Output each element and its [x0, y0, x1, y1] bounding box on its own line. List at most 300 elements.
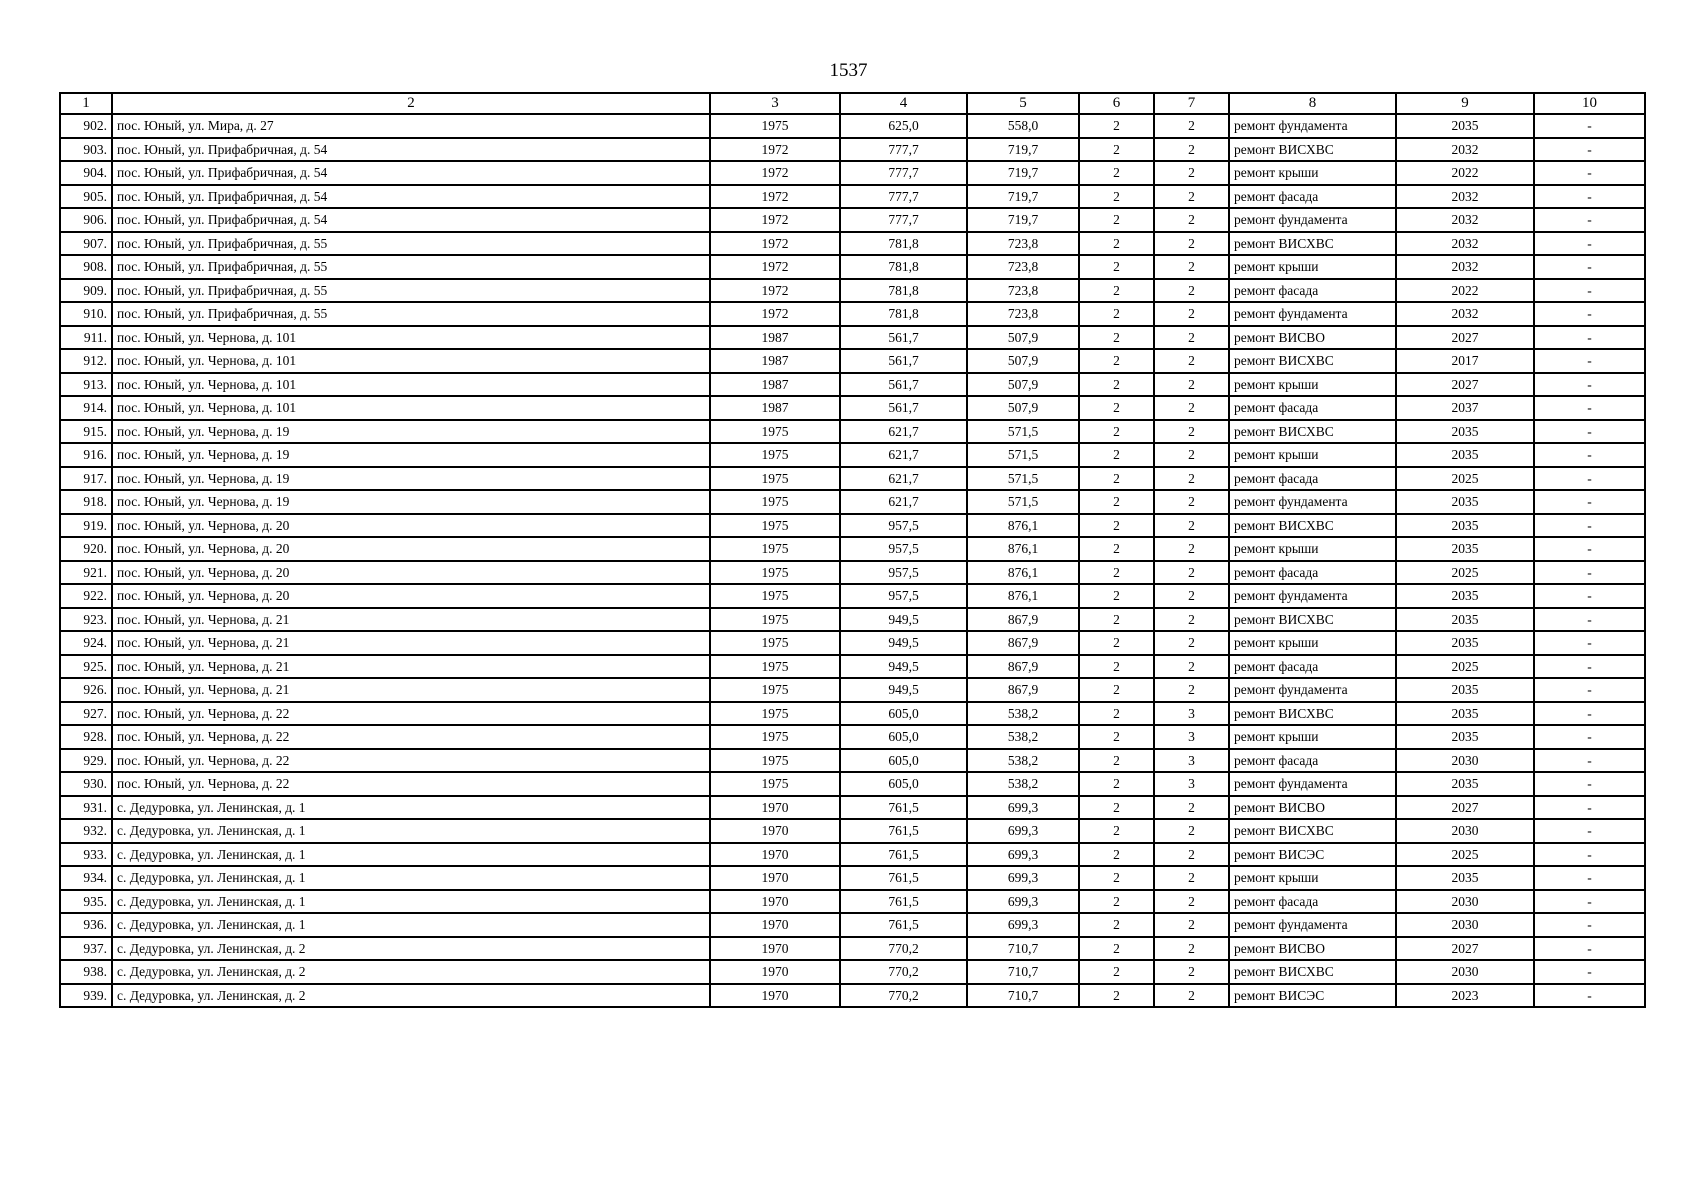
total-area-cell: 770,2 — [840, 960, 967, 984]
address-cell: с. Дедуровка, ул. Ленинская, д. 2 — [112, 960, 710, 984]
row-number-cell: 911. — [60, 326, 112, 350]
repair-type-cell: ремонт фундамента — [1229, 114, 1396, 138]
planned-year-cell: 2030 — [1396, 960, 1534, 984]
living-area-cell: 699,3 — [967, 796, 1079, 820]
total-area-cell: 621,7 — [840, 420, 967, 444]
year-built-cell: 1972 — [710, 255, 840, 279]
total-area-cell: 777,7 — [840, 208, 967, 232]
note-cell: - — [1534, 302, 1645, 326]
year-built-cell: 1975 — [710, 702, 840, 726]
entrances-cell: 2 — [1154, 185, 1229, 209]
table-row — [60, 349, 1645, 373]
year-built-cell: 1975 — [710, 608, 840, 632]
floors-cell: 2 — [1079, 467, 1154, 491]
table-row — [60, 937, 1645, 961]
year-built-cell: 1970 — [710, 866, 840, 890]
repair-type-cell: ремонт фасада — [1229, 890, 1396, 914]
living-area-cell: 723,8 — [967, 279, 1079, 303]
table-row — [60, 608, 1645, 632]
floors-cell: 2 — [1079, 302, 1154, 326]
address-cell: пос. Юный, ул. Чернова, д. 20 — [112, 514, 710, 538]
planned-year-cell: 2030 — [1396, 913, 1534, 937]
total-area-cell: 781,8 — [840, 232, 967, 256]
living-area-cell: 571,5 — [967, 443, 1079, 467]
planned-year-cell: 2035 — [1396, 725, 1534, 749]
total-area-cell: 949,5 — [840, 608, 967, 632]
address-cell: пос. Юный, ул. Прифабричная, д. 54 — [112, 185, 710, 209]
note-cell: - — [1534, 561, 1645, 585]
note-cell: - — [1534, 937, 1645, 961]
address-cell: пос. Юный, ул. Чернова, д. 19 — [112, 443, 710, 467]
address-cell: пос. Юный, ул. Мира, д. 27 — [112, 114, 710, 138]
living-area-cell: 699,3 — [967, 843, 1079, 867]
year-built-cell: 1972 — [710, 161, 840, 185]
floors-cell: 2 — [1079, 796, 1154, 820]
living-area-cell: 507,9 — [967, 396, 1079, 420]
floors-cell: 2 — [1079, 678, 1154, 702]
living-area-cell: 699,3 — [967, 819, 1079, 843]
repair-type-cell: ремонт ВИСХВС — [1229, 514, 1396, 538]
total-area-cell: 777,7 — [840, 161, 967, 185]
floors-cell: 2 — [1079, 373, 1154, 397]
living-area-cell: 710,7 — [967, 984, 1079, 1008]
repair-type-cell: ремонт крыши — [1229, 537, 1396, 561]
total-area-cell: 957,5 — [840, 537, 967, 561]
year-built-cell: 1975 — [710, 114, 840, 138]
year-built-cell: 1975 — [710, 725, 840, 749]
entrances-cell: 2 — [1154, 208, 1229, 232]
living-area-cell: 719,7 — [967, 138, 1079, 162]
total-area-cell: 781,8 — [840, 255, 967, 279]
floors-cell: 2 — [1079, 420, 1154, 444]
entrances-cell: 2 — [1154, 326, 1229, 350]
living-area-cell: 558,0 — [967, 114, 1079, 138]
row-number-cell: 925. — [60, 655, 112, 679]
planned-year-cell: 2035 — [1396, 678, 1534, 702]
address-cell: пос. Юный, ул. Чернова, д. 101 — [112, 349, 710, 373]
note-cell: - — [1534, 420, 1645, 444]
address-cell: пос. Юный, ул. Чернова, д. 101 — [112, 396, 710, 420]
note-cell: - — [1534, 960, 1645, 984]
entrances-cell: 2 — [1154, 443, 1229, 467]
housing-repair-table — [59, 92, 1646, 1008]
floors-cell: 2 — [1079, 890, 1154, 914]
table-row — [60, 537, 1645, 561]
year-built-cell: 1987 — [710, 349, 840, 373]
table-row — [60, 655, 1645, 679]
living-area-cell: 719,7 — [967, 161, 1079, 185]
entrances-cell: 2 — [1154, 138, 1229, 162]
entrances-cell: 2 — [1154, 866, 1229, 890]
repair-type-cell: ремонт ВИСЭС — [1229, 984, 1396, 1008]
floors-cell: 2 — [1079, 913, 1154, 937]
planned-year-cell: 2032 — [1396, 232, 1534, 256]
table-row — [60, 725, 1645, 749]
row-number-cell: 908. — [60, 255, 112, 279]
living-area-cell: 867,9 — [967, 631, 1079, 655]
total-area-cell: 770,2 — [840, 984, 967, 1008]
living-area-cell: 507,9 — [967, 373, 1079, 397]
planned-year-cell: 2035 — [1396, 702, 1534, 726]
column-header: 5 — [967, 93, 1079, 114]
year-built-cell: 1970 — [710, 796, 840, 820]
entrances-cell: 2 — [1154, 796, 1229, 820]
planned-year-cell: 2032 — [1396, 138, 1534, 162]
floors-cell: 2 — [1079, 960, 1154, 984]
repair-type-cell: ремонт фундамента — [1229, 772, 1396, 796]
living-area-cell: 507,9 — [967, 326, 1079, 350]
address-cell: с. Дедуровка, ул. Ленинская, д. 1 — [112, 866, 710, 890]
repair-type-cell: ремонт крыши — [1229, 631, 1396, 655]
repair-type-cell: ремонт ВИСХВС — [1229, 702, 1396, 726]
planned-year-cell: 2035 — [1396, 537, 1534, 561]
row-number-cell: 910. — [60, 302, 112, 326]
total-area-cell: 761,5 — [840, 866, 967, 890]
table-row — [60, 960, 1645, 984]
table-row — [60, 161, 1645, 185]
planned-year-cell: 2027 — [1396, 326, 1534, 350]
year-built-cell: 1987 — [710, 396, 840, 420]
repair-type-cell: ремонт фундамента — [1229, 208, 1396, 232]
address-cell: пос. Юный, ул. Чернова, д. 21 — [112, 678, 710, 702]
entrances-cell: 2 — [1154, 349, 1229, 373]
year-built-cell: 1970 — [710, 890, 840, 914]
living-area-cell: 571,5 — [967, 467, 1079, 491]
repair-type-cell: ремонт фундамента — [1229, 302, 1396, 326]
planned-year-cell: 2017 — [1396, 349, 1534, 373]
living-area-cell: 719,7 — [967, 208, 1079, 232]
floors-cell: 2 — [1079, 396, 1154, 420]
planned-year-cell: 2030 — [1396, 890, 1534, 914]
total-area-cell: 761,5 — [840, 796, 967, 820]
entrances-cell: 2 — [1154, 937, 1229, 961]
row-number-cell: 907. — [60, 232, 112, 256]
repair-type-cell: ремонт ВИСХВС — [1229, 138, 1396, 162]
living-area-cell: 867,9 — [967, 655, 1079, 679]
address-cell: пос. Юный, ул. Чернова, д. 20 — [112, 561, 710, 585]
year-built-cell: 1975 — [710, 490, 840, 514]
planned-year-cell: 2025 — [1396, 843, 1534, 867]
planned-year-cell: 2022 — [1396, 161, 1534, 185]
floors-cell: 2 — [1079, 208, 1154, 232]
note-cell: - — [1534, 772, 1645, 796]
living-area-cell: 538,2 — [967, 702, 1079, 726]
entrances-cell: 3 — [1154, 725, 1229, 749]
entrances-cell: 2 — [1154, 161, 1229, 185]
note-cell: - — [1534, 608, 1645, 632]
note-cell: - — [1534, 796, 1645, 820]
year-built-cell: 1975 — [710, 678, 840, 702]
row-number-cell: 923. — [60, 608, 112, 632]
repair-type-cell: ремонт ВИСХВС — [1229, 819, 1396, 843]
total-area-cell: 561,7 — [840, 396, 967, 420]
column-header: 3 — [710, 93, 840, 114]
total-area-cell: 781,8 — [840, 279, 967, 303]
address-cell: пос. Юный, ул. Чернова, д. 21 — [112, 631, 710, 655]
repair-type-cell: ремонт крыши — [1229, 443, 1396, 467]
row-number-cell: 909. — [60, 279, 112, 303]
address-cell: пос. Юный, ул. Чернова, д. 19 — [112, 420, 710, 444]
floors-cell: 2 — [1079, 702, 1154, 726]
address-cell: пос. Юный, ул. Чернова, д. 101 — [112, 373, 710, 397]
note-cell: - — [1534, 843, 1645, 867]
year-built-cell: 1972 — [710, 232, 840, 256]
repair-type-cell: ремонт ВИСХВС — [1229, 349, 1396, 373]
repair-type-cell: ремонт фасада — [1229, 749, 1396, 773]
floors-cell: 2 — [1079, 185, 1154, 209]
note-cell: - — [1534, 443, 1645, 467]
note-cell: - — [1534, 584, 1645, 608]
planned-year-cell: 2035 — [1396, 866, 1534, 890]
note-cell: - — [1534, 725, 1645, 749]
planned-year-cell: 2035 — [1396, 772, 1534, 796]
address-cell: пос. Юный, ул. Прифабричная, д. 54 — [112, 208, 710, 232]
living-area-cell: 867,9 — [967, 608, 1079, 632]
repair-type-cell: ремонт ВИСВО — [1229, 796, 1396, 820]
note-cell: - — [1534, 279, 1645, 303]
planned-year-cell: 2027 — [1396, 796, 1534, 820]
repair-type-cell: ремонт фасада — [1229, 655, 1396, 679]
year-built-cell: 1970 — [710, 984, 840, 1008]
repair-type-cell: ремонт ВИСХВС — [1229, 232, 1396, 256]
column-header: 8 — [1229, 93, 1396, 114]
table-row — [60, 326, 1645, 350]
address-cell: с. Дедуровка, ул. Ленинская, д. 1 — [112, 913, 710, 937]
year-built-cell: 1975 — [710, 514, 840, 538]
entrances-cell: 3 — [1154, 772, 1229, 796]
entrances-cell: 2 — [1154, 913, 1229, 937]
table-row — [60, 208, 1645, 232]
repair-type-cell: ремонт крыши — [1229, 255, 1396, 279]
table-row — [60, 561, 1645, 585]
repair-type-cell: ремонт фасада — [1229, 396, 1396, 420]
repair-type-cell: ремонт фасада — [1229, 185, 1396, 209]
row-number-cell: 932. — [60, 819, 112, 843]
total-area-cell: 761,5 — [840, 890, 967, 914]
floors-cell: 2 — [1079, 514, 1154, 538]
column-header: 4 — [840, 93, 967, 114]
total-area-cell: 777,7 — [840, 138, 967, 162]
living-area-cell: 538,2 — [967, 749, 1079, 773]
year-built-cell: 1975 — [710, 772, 840, 796]
table-row — [60, 702, 1645, 726]
floors-cell: 2 — [1079, 772, 1154, 796]
total-area-cell: 949,5 — [840, 655, 967, 679]
entrances-cell: 2 — [1154, 678, 1229, 702]
total-area-cell: 957,5 — [840, 514, 967, 538]
floors-cell: 2 — [1079, 866, 1154, 890]
table-row — [60, 913, 1645, 937]
entrances-cell: 2 — [1154, 843, 1229, 867]
repair-type-cell: ремонт крыши — [1229, 866, 1396, 890]
total-area-cell: 777,7 — [840, 185, 967, 209]
floors-cell: 2 — [1079, 349, 1154, 373]
total-area-cell: 605,0 — [840, 772, 967, 796]
address-cell: пос. Юный, ул. Чернова, д. 22 — [112, 772, 710, 796]
planned-year-cell: 2027 — [1396, 937, 1534, 961]
note-cell: - — [1534, 232, 1645, 256]
address-cell: пос. Юный, ул. Прифабричная, д. 54 — [112, 138, 710, 162]
repair-type-cell: ремонт крыши — [1229, 161, 1396, 185]
repair-type-cell: ремонт фасада — [1229, 561, 1396, 585]
planned-year-cell: 2030 — [1396, 749, 1534, 773]
floors-cell: 2 — [1079, 161, 1154, 185]
page-number: 1537 — [829, 60, 868, 81]
planned-year-cell: 2030 — [1396, 819, 1534, 843]
planned-year-cell: 2035 — [1396, 608, 1534, 632]
total-area-cell: 605,0 — [840, 702, 967, 726]
table-row — [60, 279, 1645, 303]
living-area-cell: 571,5 — [967, 490, 1079, 514]
planned-year-cell: 2037 — [1396, 396, 1534, 420]
table-row — [60, 819, 1645, 843]
note-cell: - — [1534, 138, 1645, 162]
living-area-cell: 723,8 — [967, 232, 1079, 256]
living-area-cell: 699,3 — [967, 890, 1079, 914]
floors-cell: 2 — [1079, 631, 1154, 655]
address-cell: пос. Юный, ул. Прифабричная, д. 55 — [112, 302, 710, 326]
row-number-cell: 902. — [60, 114, 112, 138]
entrances-cell: 2 — [1154, 819, 1229, 843]
repair-type-cell: ремонт ВИСВО — [1229, 326, 1396, 350]
entrances-cell: 2 — [1154, 255, 1229, 279]
column-header: 7 — [1154, 93, 1229, 114]
entrances-cell: 2 — [1154, 302, 1229, 326]
note-cell: - — [1534, 349, 1645, 373]
planned-year-cell: 2027 — [1396, 373, 1534, 397]
floors-cell: 2 — [1079, 138, 1154, 162]
total-area-cell: 605,0 — [840, 749, 967, 773]
year-built-cell: 1972 — [710, 279, 840, 303]
year-built-cell: 1972 — [710, 302, 840, 326]
floors-cell: 2 — [1079, 326, 1154, 350]
note-cell: - — [1534, 467, 1645, 491]
year-built-cell: 1975 — [710, 561, 840, 585]
note-cell: - — [1534, 396, 1645, 420]
total-area-cell: 949,5 — [840, 631, 967, 655]
row-number-cell: 912. — [60, 349, 112, 373]
entrances-cell: 2 — [1154, 984, 1229, 1008]
planned-year-cell: 2025 — [1396, 655, 1534, 679]
row-number-cell: 906. — [60, 208, 112, 232]
note-cell: - — [1534, 702, 1645, 726]
address-cell: с. Дедуровка, ул. Ленинская, д. 1 — [112, 796, 710, 820]
year-built-cell: 1970 — [710, 819, 840, 843]
total-area-cell: 949,5 — [840, 678, 967, 702]
row-number-cell: 920. — [60, 537, 112, 561]
year-built-cell: 1972 — [710, 208, 840, 232]
entrances-cell: 2 — [1154, 655, 1229, 679]
address-cell: пос. Юный, ул. Чернова, д. 21 — [112, 655, 710, 679]
total-area-cell: 957,5 — [840, 584, 967, 608]
entrances-cell: 2 — [1154, 420, 1229, 444]
column-header: 1 — [60, 93, 112, 114]
table-row — [60, 185, 1645, 209]
repair-type-cell: ремонт фундамента — [1229, 913, 1396, 937]
year-built-cell: 1987 — [710, 373, 840, 397]
address-cell: пос. Юный, ул. Чернова, д. 19 — [112, 467, 710, 491]
repair-type-cell: ремонт фундамента — [1229, 490, 1396, 514]
year-built-cell: 1975 — [710, 749, 840, 773]
year-built-cell: 1972 — [710, 185, 840, 209]
total-area-cell: 781,8 — [840, 302, 967, 326]
living-area-cell: 867,9 — [967, 678, 1079, 702]
row-number-cell: 935. — [60, 890, 112, 914]
total-area-cell: 561,7 — [840, 349, 967, 373]
year-built-cell: 1970 — [710, 937, 840, 961]
address-cell: пос. Юный, ул. Прифабричная, д. 54 — [112, 161, 710, 185]
row-number-cell: 922. — [60, 584, 112, 608]
note-cell: - — [1534, 208, 1645, 232]
floors-cell: 2 — [1079, 584, 1154, 608]
note-cell: - — [1534, 326, 1645, 350]
repair-type-cell: ремонт фундамента — [1229, 678, 1396, 702]
floors-cell: 2 — [1079, 937, 1154, 961]
entrances-cell: 2 — [1154, 396, 1229, 420]
total-area-cell: 561,7 — [840, 326, 967, 350]
row-number-cell: 903. — [60, 138, 112, 162]
living-area-cell: 876,1 — [967, 537, 1079, 561]
repair-type-cell: ремонт фундамента — [1229, 584, 1396, 608]
address-cell: пос. Юный, ул. Чернова, д. 22 — [112, 749, 710, 773]
year-built-cell: 1975 — [710, 467, 840, 491]
living-area-cell: 876,1 — [967, 561, 1079, 585]
table-row — [60, 443, 1645, 467]
entrances-cell: 2 — [1154, 584, 1229, 608]
total-area-cell: 605,0 — [840, 725, 967, 749]
living-area-cell: 710,7 — [967, 937, 1079, 961]
year-built-cell: 1970 — [710, 960, 840, 984]
note-cell: - — [1534, 819, 1645, 843]
living-area-cell: 699,3 — [967, 866, 1079, 890]
address-cell: с. Дедуровка, ул. Ленинская, д. 1 — [112, 890, 710, 914]
floors-cell: 2 — [1079, 232, 1154, 256]
row-number-cell: 919. — [60, 514, 112, 538]
address-cell: пос. Юный, ул. Чернова, д. 101 — [112, 326, 710, 350]
column-header: 2 — [112, 93, 710, 114]
planned-year-cell: 2032 — [1396, 185, 1534, 209]
total-area-cell: 770,2 — [840, 937, 967, 961]
floors-cell: 2 — [1079, 749, 1154, 773]
row-number-cell: 915. — [60, 420, 112, 444]
note-cell: - — [1534, 913, 1645, 937]
address-cell: пос. Юный, ул. Чернова, д. 19 — [112, 490, 710, 514]
row-number-cell: 914. — [60, 396, 112, 420]
table-row — [60, 749, 1645, 773]
note-cell: - — [1534, 514, 1645, 538]
table-row — [60, 255, 1645, 279]
row-number-cell: 933. — [60, 843, 112, 867]
address-cell: пос. Юный, ул. Прифабричная, д. 55 — [112, 255, 710, 279]
row-number-cell: 926. — [60, 678, 112, 702]
living-area-cell: 538,2 — [967, 725, 1079, 749]
row-number-cell: 928. — [60, 725, 112, 749]
table-body — [60, 114, 1645, 1007]
entrances-cell: 2 — [1154, 114, 1229, 138]
floors-cell: 2 — [1079, 537, 1154, 561]
column-header: 9 — [1396, 93, 1534, 114]
table-row — [60, 138, 1645, 162]
repair-type-cell: ремонт ВИСЭС — [1229, 843, 1396, 867]
year-built-cell: 1975 — [710, 420, 840, 444]
table-row — [60, 796, 1645, 820]
row-number-cell: 930. — [60, 772, 112, 796]
year-built-cell: 1975 — [710, 443, 840, 467]
row-number-cell: 913. — [60, 373, 112, 397]
entrances-cell: 2 — [1154, 631, 1229, 655]
entrances-cell: 2 — [1154, 608, 1229, 632]
living-area-cell: 699,3 — [967, 913, 1079, 937]
